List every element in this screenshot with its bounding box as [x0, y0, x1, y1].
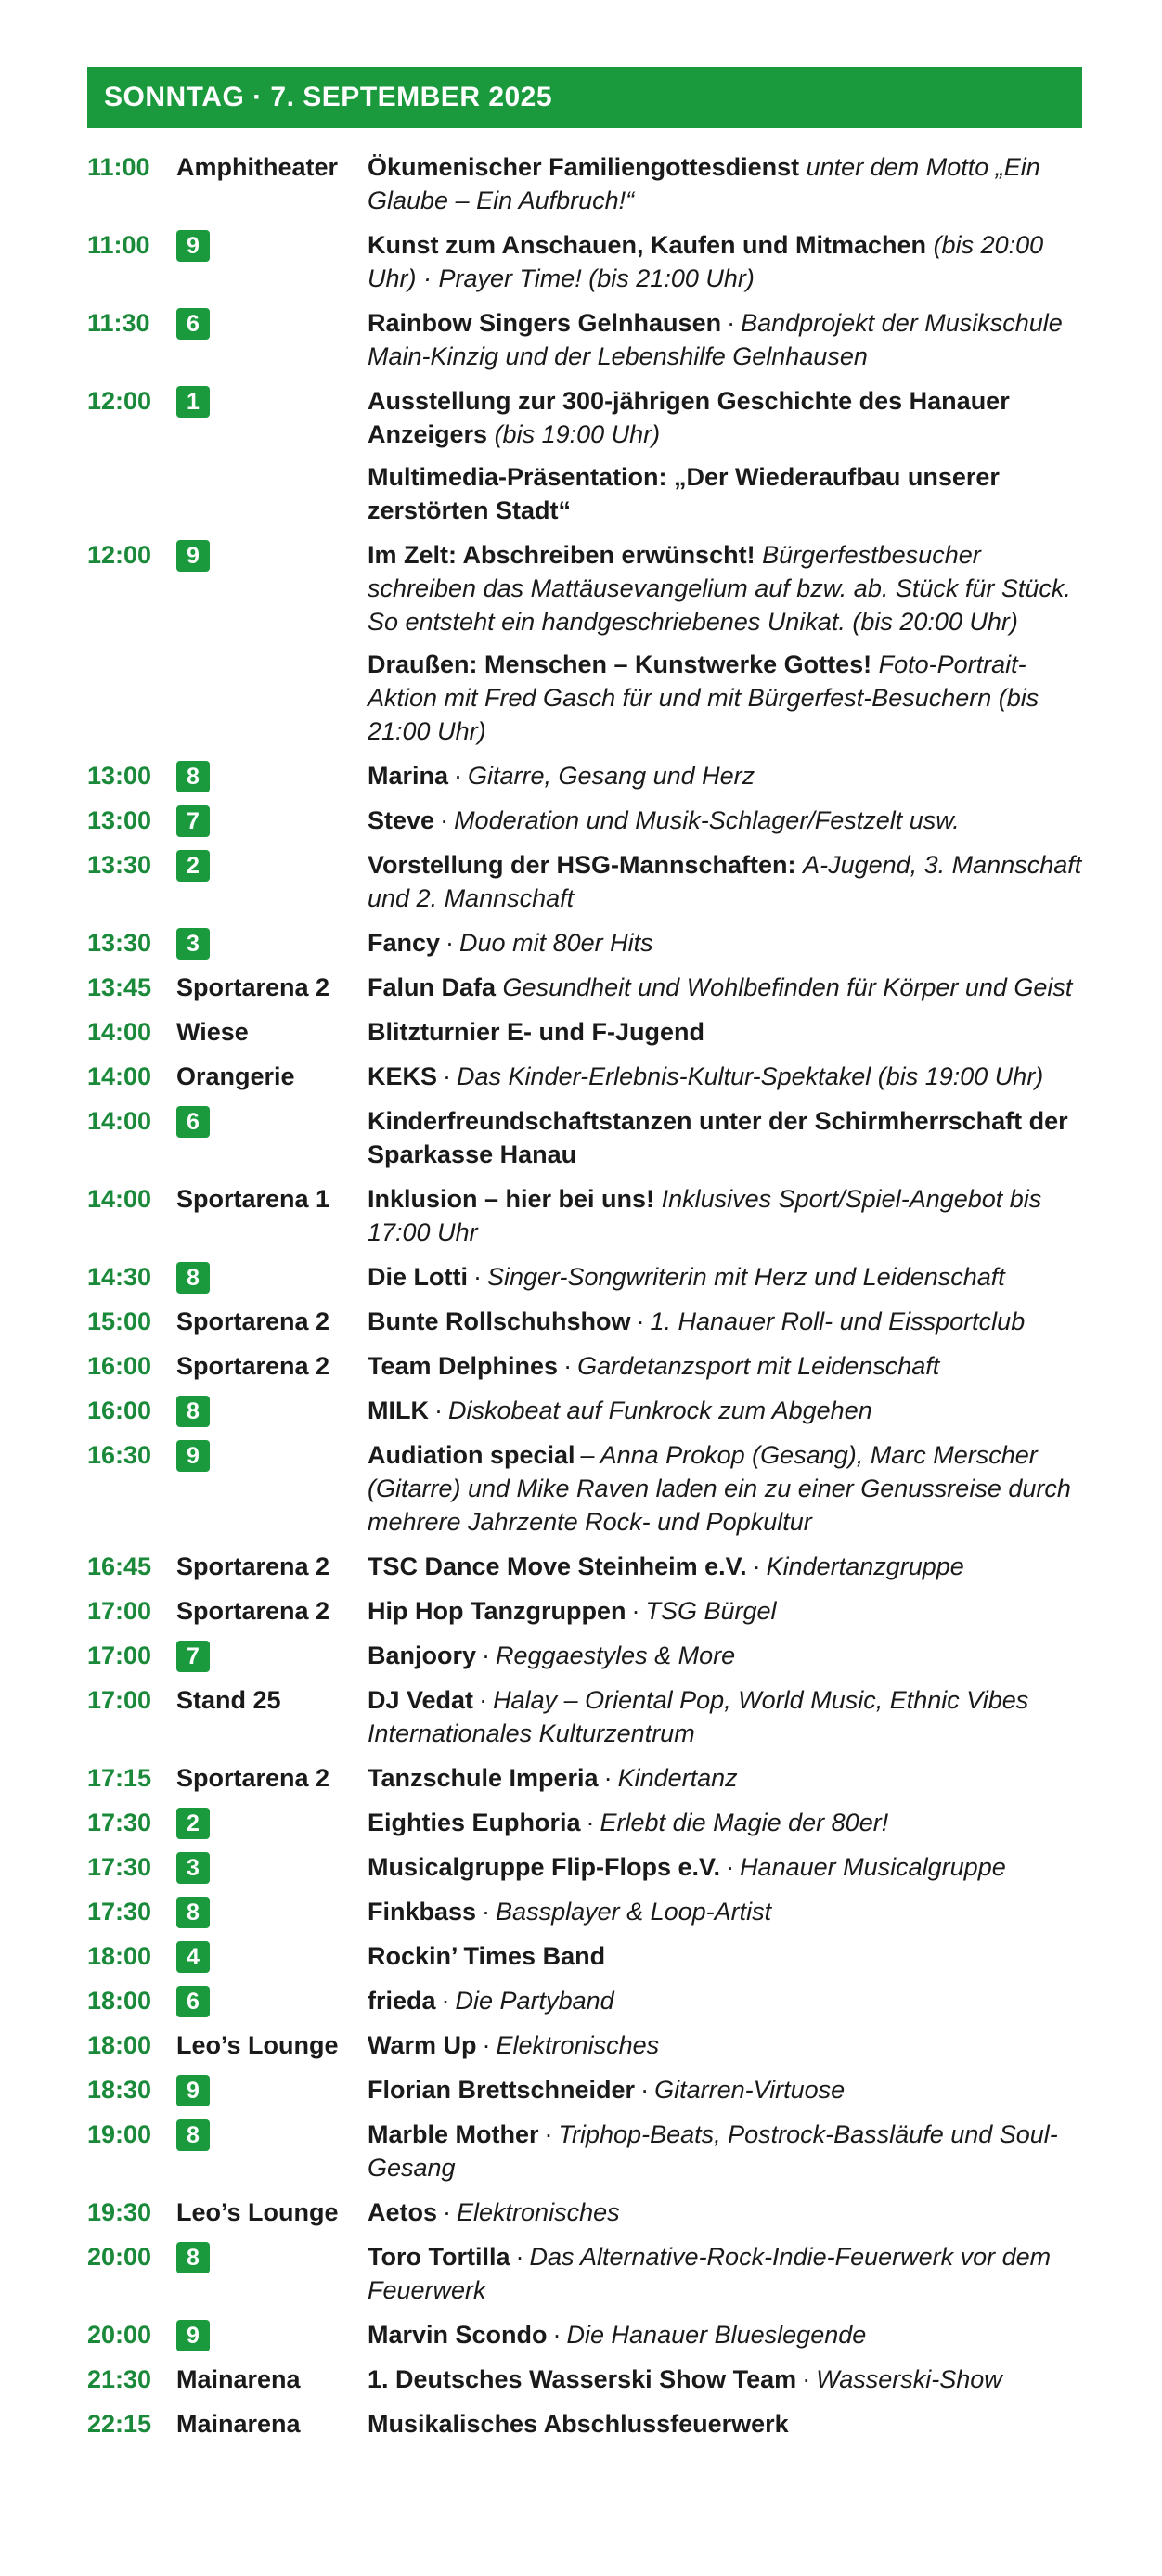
event-row [87, 1182, 1082, 1249]
event-row [87, 1939, 1082, 1973]
event-description [368, 2363, 1082, 2396]
event-row [87, 1895, 1082, 1928]
stage-number-badge: 8 [176, 2119, 210, 2151]
stage-number-badge: 1 [176, 386, 210, 418]
stage-number-badge: 8 [176, 1262, 210, 1294]
event-venue [176, 1438, 368, 1472]
event-time: 13:00 [87, 806, 152, 834]
event-time: 20:00 [87, 2243, 152, 2271]
event-row [87, 2318, 1082, 2351]
event-title: Im Zelt: Abschreiben erwünscht! [368, 541, 755, 569]
event-row [87, 384, 1082, 451]
event-separator: · [482, 2031, 491, 2059]
event-time: 12:00 [87, 387, 152, 415]
event-venue [176, 1394, 368, 1427]
event-subtitle: 1. Hanauer Roll- und Eissportclub [650, 1307, 1026, 1335]
event-time: 13:30 [87, 929, 152, 957]
event-description [368, 648, 1082, 748]
event-venue [176, 1104, 368, 1138]
event-title: 1. Deutsches Wasserski Show Team [368, 2365, 797, 2393]
event-subtitle: TSG Bürgel [645, 1597, 777, 1625]
event-separator: · [515, 2243, 524, 2271]
event-title: frieda [368, 1987, 436, 2015]
event-separator: · [479, 1686, 488, 1714]
stage-number-badge: 8 [176, 1396, 210, 1427]
event-title: Ökumenischer Familiengottesdienst [368, 153, 800, 181]
event-title: MILK [368, 1397, 429, 1424]
stage-number-badge: 8 [176, 761, 210, 792]
event-description [368, 759, 1082, 792]
event-separator: · [433, 1397, 443, 1424]
event-subtitle: Das Kinder-Erlebnis-Kultur-Spektakel (bis 19:00 Uhr) [457, 1063, 1044, 1090]
event-description [368, 1015, 1082, 1049]
event-subtitle: Die Partyband [455, 1987, 614, 2015]
event-separator: · [482, 1898, 491, 1926]
event-description [368, 1939, 1082, 1973]
event-subtitle: (bis 19:00 Uhr) [494, 420, 661, 448]
event-time: 17:00 [87, 1597, 152, 1625]
event-title: Ausstellung zur 300-jährigen Geschichte des Hanauer Anzeigers [368, 387, 1010, 448]
event-separator: · [563, 1352, 573, 1380]
event-description [368, 306, 1082, 373]
event-title: Tanzschule Imperia [368, 1764, 599, 1792]
event-title: Steve [368, 806, 435, 834]
event-venue: Sportarena 2 [176, 1764, 330, 1792]
event-row [87, 1850, 1082, 1884]
stage-number-badge: 9 [176, 1440, 210, 1472]
event-time: 17:30 [87, 1898, 152, 1926]
stage-number-badge: 9 [176, 2075, 210, 2106]
event-row [87, 2407, 1082, 2441]
event-description [368, 1394, 1082, 1427]
event-time: 13:30 [87, 851, 152, 879]
event-subtitle: Singer-Songwriterin mit Herz und Leidenschaft [487, 1263, 1005, 1291]
event-title: Marvin Scondo [368, 2321, 548, 2349]
event-description [368, 1639, 1082, 1672]
event-subtitle: Moderation und Musik-Schlager/Festzelt usw. [454, 806, 960, 834]
event-subtitle: Triphop-Beats, Postrock-Bassläufe und Soul-Gesang [368, 2120, 1058, 2182]
event-subtitle: Gitarren-Virtuose [654, 2076, 846, 2104]
stage-number-badge: 2 [176, 1808, 210, 1839]
event-subtitle: Halay – Oriental Pop, World Music, Ethnic Vibes Internationales Kulturzentrum [368, 1686, 1029, 1747]
stage-number-badge: 4 [176, 1941, 210, 1973]
event-row [87, 1594, 1082, 1628]
event-time: 19:30 [87, 2198, 152, 2226]
event-subtitle: Bassplayer & Loop-Artist [496, 1898, 772, 1926]
event-row [87, 2240, 1082, 2307]
event-row [87, 1438, 1082, 1539]
event-title: Blitzturnier E- und F-Jugend [368, 1018, 704, 1046]
event-subtitle: Kindertanzgruppe [766, 1552, 964, 1580]
event-subtitle: unter dem Motto „Ein Glaube – Ein Aufbruch!“ [368, 153, 1040, 214]
event-description [368, 1984, 1082, 2017]
event-time: 17:30 [87, 1853, 152, 1881]
event-title: Multimedia-Präsentation: „Der Wiederaufbau unserer zerstörten Stadt“ [368, 463, 1000, 524]
event-row [87, 2073, 1082, 2106]
stage-number-badge: 8 [176, 2242, 210, 2273]
event-row [87, 759, 1082, 792]
event-separator: · [552, 2321, 562, 2349]
event-subtitle: Kindertanz [617, 1764, 738, 1792]
event-time: 22:15 [87, 2410, 152, 2438]
event-row [87, 1394, 1082, 1427]
event-description [368, 1683, 1082, 1750]
event-venue [176, 228, 368, 262]
event-subtitle: Elektronisches [496, 2031, 660, 2059]
event-subtitle: Diskobeat auf Funkrock zum Abgehen [447, 1397, 872, 1424]
event-row [87, 2196, 1082, 2229]
stage-number-badge: 9 [176, 2320, 210, 2351]
event-subtitle: Hanauer Musicalgruppe [740, 1853, 1006, 1881]
event-separator: · [482, 1642, 491, 1669]
event-row [87, 460, 1082, 527]
event-row [87, 848, 1082, 915]
event-venue: Wiese [176, 1018, 249, 1046]
event-description [368, 1305, 1082, 1338]
event-separator: · [727, 309, 736, 337]
event-description [368, 2029, 1082, 2062]
event-description [368, 926, 1082, 960]
event-title: KEKS [368, 1063, 438, 1090]
event-title: Warm Up [368, 2031, 477, 2059]
event-description [368, 1761, 1082, 1795]
event-row [87, 2118, 1082, 2184]
event-venue [176, 2318, 368, 2351]
event-venue: Mainarena [176, 2365, 301, 2393]
stage-number-badge: 3 [176, 928, 210, 960]
event-subtitle: Gardetanzsport mit Leidenschaft [577, 1352, 940, 1380]
event-venue [176, 759, 368, 792]
event-title: Fancy [368, 929, 441, 957]
event-description [368, 150, 1082, 217]
event-time: 17:00 [87, 1686, 152, 1714]
event-venue [176, 848, 368, 882]
event-venue [176, 306, 368, 340]
event-row [87, 306, 1082, 373]
event-description [368, 538, 1082, 638]
event-venue [176, 384, 368, 418]
event-subtitle: Elektronisches [457, 2198, 620, 2226]
event-description [368, 1104, 1082, 1171]
event-subtitle: Erlebt die Magie der 80er! [600, 1809, 889, 1836]
event-description [368, 1895, 1082, 1928]
event-description [368, 1438, 1082, 1539]
event-time: 18:30 [87, 2076, 152, 2104]
event-venue [176, 1806, 368, 1839]
event-description [368, 2240, 1082, 2307]
event-title: Rockin’ Times Band [368, 1942, 606, 1970]
event-separator: · [586, 1809, 595, 1836]
event-row [87, 648, 1082, 748]
event-separator: – [580, 1441, 595, 1469]
event-separator: · [454, 762, 463, 790]
event-venue [176, 1850, 368, 1884]
event-description [368, 2407, 1082, 2441]
event-description [368, 1806, 1082, 1839]
event-subtitle: Anna Prokop (Gesang), Marc Merscher (Gitarre) und Mike Raven laden ein zu einer Genussreise durch mehrere Jahrzente Rock- und Popkultur [368, 1441, 1071, 1536]
event-title: Team Delphines [368, 1352, 559, 1380]
event-subtitle: Gesundheit und Wohlbefinden für Körper und Geist [502, 973, 1073, 1001]
event-venue [176, 1260, 368, 1294]
event-row [87, 2029, 1082, 2062]
event-venue: Leo’s Lounge [176, 2198, 339, 2226]
event-title: Marble Mother [368, 2120, 539, 2148]
event-title: Die Lotti [368, 1263, 468, 1291]
event-time: 14:00 [87, 1107, 152, 1135]
event-title: Musicalgruppe Flip-Flops e.V. [368, 1853, 721, 1881]
event-title: Rainbow Singers Gelnhausen [368, 309, 722, 337]
event-venue: Amphitheater [176, 153, 339, 181]
event-title: Florian Brettschneider [368, 2076, 636, 2104]
event-title: Vorstellung der HSG-Mannschaften: [368, 851, 796, 879]
event-time: 14:30 [87, 1263, 152, 1291]
event-title: Eighties Euphoria [368, 1809, 581, 1836]
event-time: 21:30 [87, 2365, 152, 2393]
event-venue [176, 1939, 368, 1973]
event-subtitle: Duo mit 80er Hits [459, 929, 653, 957]
event-separator: · [603, 1764, 613, 1792]
event-row [87, 150, 1082, 217]
event-separator: · [441, 1987, 450, 2015]
event-row [87, 1305, 1082, 1338]
event-separator: · [473, 1263, 482, 1291]
event-row [87, 538, 1082, 638]
event-time: 16:00 [87, 1397, 152, 1424]
stage-number-badge: 6 [176, 308, 210, 340]
event-title: Hip Hop Tanzgruppen [368, 1597, 626, 1625]
event-venue: Sportarena 2 [176, 973, 330, 1001]
event-separator: · [445, 929, 455, 957]
event-title: Bunte Rollschuhshow [368, 1307, 631, 1335]
stage-number-badge: 6 [176, 1106, 210, 1138]
event-time: 17:15 [87, 1764, 152, 1792]
event-time: 12:00 [87, 541, 152, 569]
event-venue [176, 2240, 368, 2273]
event-time: 15:00 [87, 1307, 152, 1335]
stage-number-badge: 7 [176, 1641, 210, 1672]
event-row [87, 1806, 1082, 1839]
event-separator: · [544, 2120, 553, 2148]
event-venue [176, 2073, 368, 2106]
event-description [368, 228, 1082, 295]
event-time: 20:00 [87, 2321, 152, 2349]
event-separator: · [752, 1552, 761, 1580]
event-description [368, 2073, 1082, 2106]
stage-number-badge: 9 [176, 230, 210, 262]
event-title: Finkbass [368, 1898, 477, 1926]
event-row [87, 1761, 1082, 1795]
event-subtitle: Inklusives Sport/Spiel-Angebot bis 17:00 Uhr [368, 1185, 1042, 1246]
event-row [87, 804, 1082, 837]
event-title: Draußen: Menschen – Kunstwerke Gottes! [368, 650, 872, 678]
event-row [87, 2363, 1082, 2396]
stage-number-badge: 9 [176, 540, 210, 572]
event-description [368, 1349, 1082, 1383]
event-venue [176, 1984, 368, 2017]
event-venue: Leo’s Lounge [176, 2031, 339, 2059]
event-description [368, 384, 1082, 451]
event-title: Banjoory [368, 1642, 477, 1669]
event-subtitle: Wasserski-Show [816, 2365, 1002, 2393]
event-separator: · [440, 806, 449, 834]
event-title: Aetos [368, 2198, 438, 2226]
event-subtitle: Reggaestyles & More [496, 1642, 736, 1669]
event-description [368, 848, 1082, 915]
event-time: 14:00 [87, 1063, 152, 1090]
event-venue [176, 1895, 368, 1928]
event-time: 13:00 [87, 762, 152, 790]
stage-number-badge: 3 [176, 1852, 210, 1884]
event-subtitle: Gitarre, Gesang und Herz [468, 762, 755, 790]
event-title: Kinderfreundschaftstanzen unter der Schirmherrschaft der Sparkasse Hanau [368, 1107, 1068, 1168]
event-time: 18:00 [87, 1987, 152, 2015]
stage-number-badge: 8 [176, 1897, 210, 1928]
stage-number-badge: 6 [176, 1986, 210, 2017]
event-time: 11:00 [87, 153, 150, 181]
event-row [87, 1349, 1082, 1383]
event-time: 14:00 [87, 1185, 152, 1213]
event-time: 17:00 [87, 1642, 152, 1669]
event-row [87, 1550, 1082, 1583]
event-title: DJ Vedat [368, 1686, 474, 1714]
event-description [368, 2196, 1082, 2229]
event-row [87, 1060, 1082, 1093]
event-time: 16:45 [87, 1552, 152, 1580]
event-time: 16:30 [87, 1441, 152, 1469]
event-subtitle: Bürgerfestbesucher schreiben das Mattäusevangelium auf bzw. ab. Stück für Stück. So entsteht ein handgeschriebenes Unikat. (bis 20:00 Uhr) [368, 541, 1071, 636]
day-header: SONNTAG · 7. SEPTEMBER 2025 [87, 67, 1082, 128]
event-subtitle: Bandprojekt der Musikschule Main-Kinzig und der Lebenshilfe Gelnhausen [368, 309, 1063, 370]
event-separator: · [443, 1063, 452, 1090]
event-venue [176, 926, 368, 960]
event-row [87, 926, 1082, 960]
event-description [368, 971, 1082, 1004]
event-row [87, 1984, 1082, 2017]
event-description [368, 2118, 1082, 2184]
event-subtitle: Das Alternative-Rock-Indie-Feuerwerk vor dem Feuerwerk [368, 2243, 1052, 2304]
event-list [87, 150, 1082, 2452]
event-title: Kunst zum Anschauen, Kaufen und Mitmachen [368, 231, 927, 259]
event-venue: Sportarena 2 [176, 1352, 330, 1380]
event-title: Musikalisches Abschlussfeuerwerk [368, 2410, 789, 2438]
event-venue: Sportarena 2 [176, 1597, 330, 1625]
event-title: Inklusion – hier bei uns! [368, 1185, 655, 1213]
event-row [87, 1015, 1082, 1049]
event-time: 13:45 [87, 973, 152, 1001]
event-subtitle: A-Jugend, 3. Mannschaft und 2. Mannschaft [368, 851, 1082, 912]
event-venue: Orangerie [176, 1063, 295, 1090]
event-separator: · [802, 2365, 811, 2393]
event-row [87, 1639, 1082, 1672]
event-time: 18:00 [87, 1942, 152, 1970]
event-title: Falun Dafa [368, 973, 497, 1001]
event-description [368, 1850, 1082, 1884]
event-venue [176, 538, 368, 572]
event-time: 14:00 [87, 1018, 152, 1046]
event-time: 17:30 [87, 1809, 152, 1836]
event-venue [176, 2118, 368, 2151]
event-separator: · [640, 2076, 650, 2104]
event-row [87, 971, 1082, 1004]
event-row [87, 1683, 1082, 1750]
event-separator: · [631, 1597, 640, 1625]
event-separator: · [726, 1853, 735, 1881]
event-time: 18:00 [87, 2031, 152, 2059]
event-description [368, 1260, 1082, 1294]
event-venue: Sportarena 2 [176, 1552, 330, 1580]
event-row [87, 1260, 1082, 1294]
event-description [368, 804, 1082, 837]
event-separator: · [636, 1307, 645, 1335]
event-title: Audiation special [368, 1441, 575, 1469]
stage-number-badge: 7 [176, 805, 210, 837]
event-separator: · [443, 2198, 452, 2226]
event-venue: Stand 25 [176, 1686, 281, 1714]
stage-number-badge: 2 [176, 850, 210, 882]
event-time: 11:30 [87, 309, 150, 337]
event-venue: Sportarena 2 [176, 1307, 330, 1335]
event-venue: Sportarena 1 [176, 1185, 330, 1213]
event-subtitle: Foto-Portrait-Aktion mit Fred Gasch für und mit Bürgerfest-Besuchern (bis 21:00 Uhr) [368, 650, 1039, 745]
event-subtitle: Die Hanauer Blueslegende [566, 2321, 867, 2349]
event-venue: Mainarena [176, 2410, 301, 2438]
event-title: Marina [368, 762, 449, 790]
event-description [368, 1182, 1082, 1249]
event-description [368, 460, 1082, 527]
event-description [368, 1550, 1082, 1583]
event-time: 16:00 [87, 1352, 152, 1380]
event-row [87, 228, 1082, 295]
event-title: TSC Dance Move Steinheim e.V. [368, 1552, 747, 1580]
event-time: 19:00 [87, 2120, 152, 2148]
event-time: 11:00 [87, 231, 150, 259]
event-title: Toro Tortilla [368, 2243, 510, 2271]
event-description [368, 1594, 1082, 1628]
event-venue [176, 1639, 368, 1672]
event-venue [176, 804, 368, 837]
event-description [368, 2318, 1082, 2351]
event-subtitle: (bis 20:00 Uhr) · Prayer Time! (bis 21:00 Uhr) [368, 231, 1044, 292]
event-row [87, 1104, 1082, 1171]
event-description [368, 1060, 1082, 1093]
